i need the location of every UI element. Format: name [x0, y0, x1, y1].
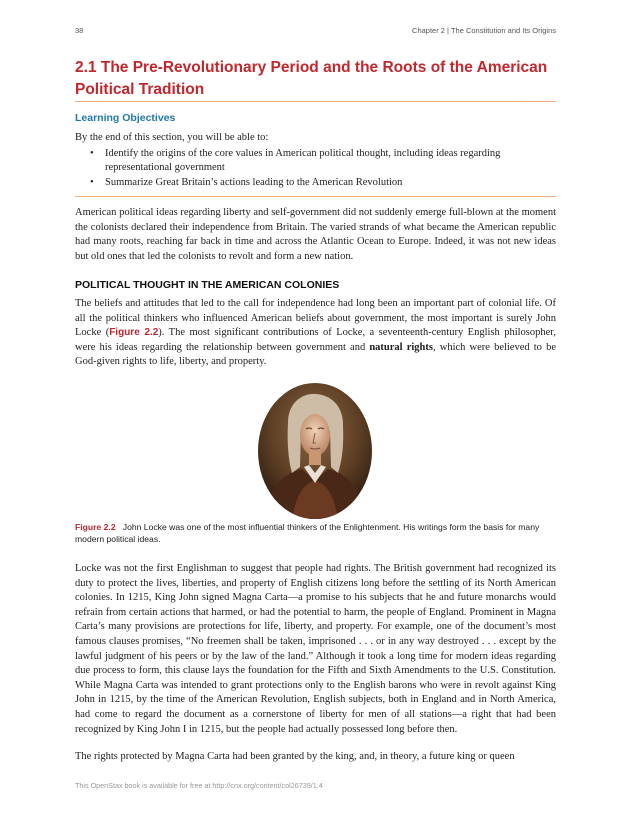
page-footer: This OpenStax book is available for free at http://cnx.org/content/col26739/1.4: [75, 781, 323, 790]
intro-paragraph: American political ideas regarding liberty and self-government did not suddenly emerge full-blown at the moment the colonists declared their independence from Britain. The varied strands of what became the American republic had many roots, reaching far back in time and across the Atlantic Ocean to Europe. Indeed, it was not new ideas but old ones that led the colonists to revolt and form a new nation.: [75, 207, 556, 262]
page-header: [75, 26, 556, 35]
figure-label: Figure 2.2: [75, 522, 116, 532]
learning-objectives-intro: By the end of this section, you will be able to:: [75, 132, 269, 143]
bullet-icon: •: [90, 148, 94, 159]
locke-paragraph: The beliefs and attitudes that led to the call for independence had long been an important part of colonial life. Of all the political thinkers who influenced American beliefs about government, the most important is surely John Locke (Figure 2.2). The most significant contributions of Locke, a seventeenth-century English philosopher, were his ideas regarding the relationship between government and natural rights, which were believed to be God-given rights to life, liberty, and property.: [75, 298, 556, 368]
objectives-divider: [75, 196, 556, 197]
learning-objectives-heading: Learning Objectives: [75, 112, 176, 124]
bullet-icon: •: [90, 177, 94, 188]
section-title: 2.1 The Pre-Revolutionary Period and the Roots of the American Political Tradition: [75, 59, 548, 98]
figure-link[interactable]: Figure 2.2: [109, 327, 159, 339]
rights-paragraph: The rights protected by Magna Carta had been granted by the king, and, in theory, a future king or queen: [75, 751, 515, 762]
key-term: natural rights: [369, 341, 433, 353]
title-divider: [75, 101, 556, 102]
list-item: • Identify the origins of the core values in American political thought, including ideas regarding representational government: [90, 148, 501, 173]
magna-carta-paragraph: Locke was not the first Englishman to suggest that people had rights. The British government had recognized its duty to protect the lives, liberties, and property of English citizens long before the settling of its North American colonies. In 1215, King John signed Magna Carta—a promise to his subjects that he and future monarchs would refrain from certain actions that harmed, or had the potential to harm, the people of England. Prominent in Magna Carta’s many provisions are protections for life, liberty, and property. For example, one of the document’s most famous clauses promises, “No freemen shall be taken, imprisoned . . . or in any way destroyed . . . except by the lawful judgment of his peers or by the law of the land.” Although it took a long time for modern ideas regarding due process to form, this clause lays the foundation for the Fifth and Sixth Amendments to the U.S. Constitution. While Magna Carta was intended to grant protections only to the English barons who were in revolt against King John in 1215, by the time of the American Revolution, English subjects, both in England and in North America, had come to regard the document as a cornerstone of liberty for men of all stations—a right that had been recognized by King John I in 1215, but the people had actually possessed long before then.: [75, 563, 556, 735]
running-title: Chapter 2 | The Constitution and Its Origins: [412, 26, 556, 35]
learning-objectives-list: [90, 147, 545, 191]
list-item: • Summarize Great Britain’s actions leading to the American Revolution: [90, 177, 403, 188]
john-locke-portrait: [258, 383, 372, 519]
page-number: 38: [75, 26, 84, 35]
subsection-heading: POLITICAL THOUGHT IN THE AMERICAN COLONIES: [75, 279, 340, 291]
figure-caption: Figure 2.2 John Locke was one of the most influential thinkers of the Enlightenment. His writings form the basis for many modern political ideas.: [75, 522, 540, 544]
